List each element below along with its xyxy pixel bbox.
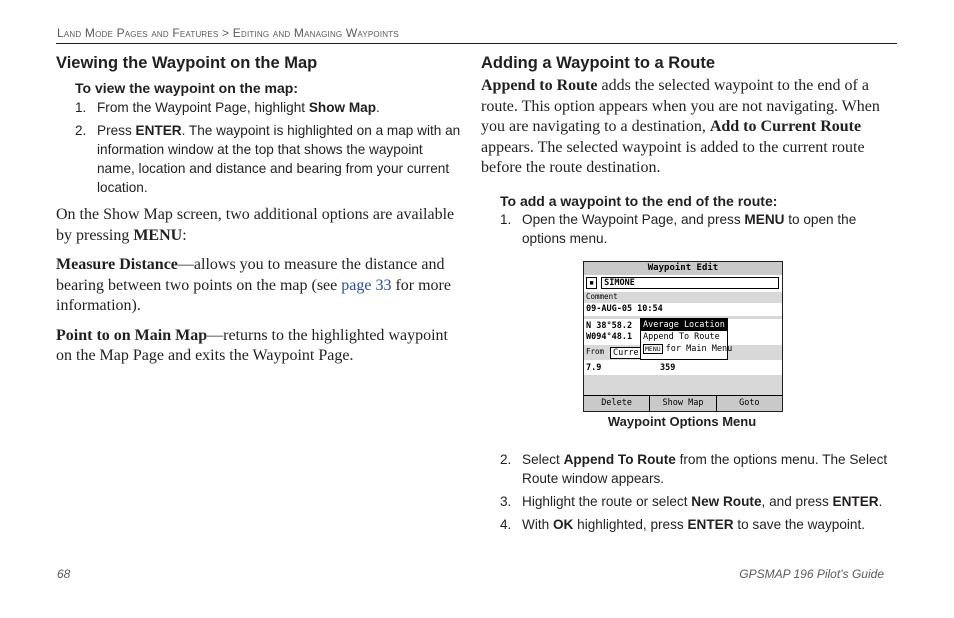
waypoint-symbol-icon: ▪ <box>586 277 597 289</box>
page-number: 68 <box>57 567 71 581</box>
figure-caption: Waypoint Options Menu <box>607 414 757 429</box>
procedure-title: To view the waypoint on the map: <box>75 80 298 96</box>
screen-title: Waypoint Edit <box>584 262 782 275</box>
breadcrumb-topic: Editing and Managing Waypoints <box>232 26 399 40</box>
menu-key-icon: MENU <box>645 344 661 353</box>
page-link[interactable]: page 33 <box>341 276 392 294</box>
step-3: 3. Highlight the route or select New Route, and press ENTER. <box>500 494 883 509</box>
softkey-bar <box>584 395 782 412</box>
step-2: 2. Select Append To Route from the options menu. The Select Route window appears. <box>500 452 888 486</box>
comment-value: 09-AUG-05 10:54 <box>586 304 663 314</box>
step-2: 2. Press ENTER. The waypoint is highlighted on a map with an information window at the top that shows the waypoint name, location and distance and bearing from your current location. <box>75 123 461 195</box>
paragraph-point-to-main-map: Point to on Main Map—returns to the highlighted waypoint on the Map Page and exits the Waypoint Page. <box>56 326 448 364</box>
from-value: Curre <box>610 347 642 359</box>
menu-item-main-menu[interactable]: MENU for Main Menu <box>645 344 733 354</box>
waypoint-name: SIMONE <box>601 277 779 289</box>
bearing: 359 <box>660 363 676 373</box>
procedure-view-map <box>56 79 462 197</box>
longitude: W094°48.1 <box>586 332 633 342</box>
breadcrumb-separator: > <box>222 26 230 40</box>
options-menu-popup <box>640 318 733 360</box>
guide-title: GPSMAP 196 Pilot’s Guide <box>739 567 884 581</box>
left-column <box>56 53 462 367</box>
step-1: 1. From the Waypoint Page, highlight Show Map. <box>75 100 380 115</box>
latitude: N 38°58.2 <box>586 321 633 331</box>
running-header <box>57 26 897 40</box>
goto-button[interactable]: Goto <box>739 398 760 408</box>
step-4: 4. With OK highlighted, press ENTER to save the waypoint. <box>500 517 866 532</box>
right-column <box>481 53 891 248</box>
paragraph-show-map-options: On the Show Map screen, two additional options are available by pressing MENU: <box>56 206 455 244</box>
breadcrumb-section: Land Mode Pages and Features <box>57 26 219 40</box>
header-rule <box>56 43 897 44</box>
menu-item-average-location[interactable]: Average Location <box>641 319 727 331</box>
paragraph-measure-distance: Measure Distance—allows you to measure the distance and bearing between two points on the map (see page 33 for more information). <box>56 256 451 314</box>
comment-label: Comment <box>586 292 618 301</box>
delete-button[interactable]: Delete <box>584 396 650 412</box>
show-map-button[interactable]: Show Map <box>650 396 716 412</box>
from-label: From <box>586 347 605 356</box>
waypoint-edit-screenshot <box>583 261 783 412</box>
section-heading-add-route: Adding a Waypoint to a Route <box>481 54 716 72</box>
section-heading-view-map: Viewing the Waypoint on the Map <box>56 54 318 72</box>
distance: 7.9 <box>586 363 602 373</box>
procedure-title: To add a waypoint to the end of the route: <box>500 192 778 209</box>
procedure-add-route <box>481 192 891 248</box>
step-1: 1. Open the Waypoint Page, and press MENU to open the options menu. <box>500 211 857 246</box>
procedure-add-route-continued <box>500 450 890 534</box>
menu-item-append-to-route[interactable]: Append To Route <box>643 332 720 342</box>
paragraph-append-route: Append to Route adds the selected waypoint to the end of a route. This option appears when you are not navigating. When you are navigating to a destination, Add to Current Route appears. The selected waypoint is added to the current route before the route destination. <box>481 77 880 176</box>
